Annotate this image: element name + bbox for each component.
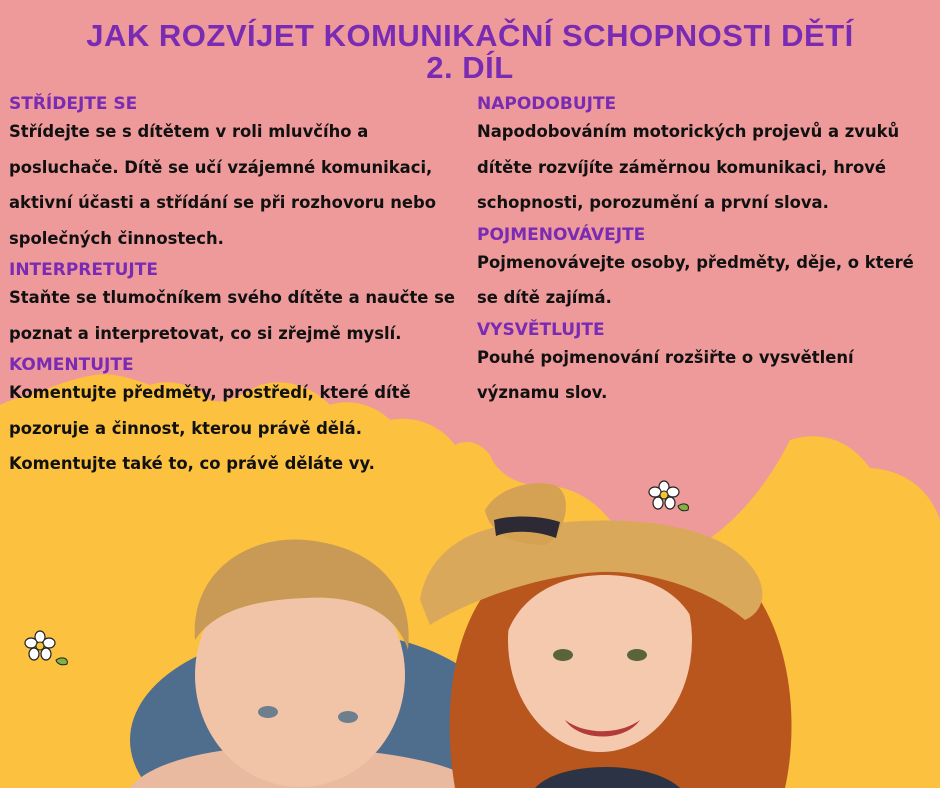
right-column: [477, 94, 937, 415]
title-line-1: JAK ROZVÍJET KOMUNIKAČNÍ SCHOPNOSTI DĚTÍ: [86, 18, 854, 53]
page-title: [0, 20, 940, 84]
section-heading: KOMENTUJTE: [9, 355, 134, 375]
section-turn-taking: [9, 94, 469, 256]
section-heading: NAPODOBUJTE: [477, 94, 617, 114]
section-imitate: [477, 94, 937, 221]
section-text: Pouhé pojmenování rozšiřte o vysvětlení významu slov.: [477, 347, 854, 402]
section-interpret: [9, 260, 469, 351]
title-line-2: 2. DÍL: [426, 50, 514, 85]
daisy-flower-icon: [22, 630, 72, 670]
section-text: Napodobováním motorických projevů a zvuků dítěte rozvíjíte záměrnou komunikaci, hrové schopnosti, porozumění a první slova.: [477, 122, 900, 212]
daisy-flower-icon: [648, 480, 692, 516]
section-heading: INTERPRETUJTE: [9, 260, 158, 280]
section-text: Komentujte předměty, prostředí, které dítě pozoruje a činnost, kterou právě dělá. Komentujte také to, co právě děláte vy.: [9, 383, 411, 473]
section-text: Pojmenovávejte osoby, předměty, děje, o které se dítě zajímá.: [477, 252, 914, 307]
section-heading: VYSVĚTLUJTE: [477, 319, 605, 340]
section-comment: [9, 355, 469, 482]
section-text: Střídejte se s dítětem v roli mluvčího a posluchače. Dítě se učí vzájemné komunikaci, aktivní účasti a střídání se při rozhovoru nebo společných činnostech.: [9, 122, 437, 248]
section-heading: POJMENOVÁVEJTE: [477, 224, 646, 245]
left-column: [9, 94, 469, 486]
section-heading: STŘÍDEJTE SE: [9, 94, 138, 114]
section-text: Staňte se tlumočníkem svého dítěte a naučte se poznat a interpretovat, co si zřejmě myslí.: [9, 288, 455, 343]
section-name-things: [477, 225, 937, 316]
section-explain: [477, 320, 937, 411]
